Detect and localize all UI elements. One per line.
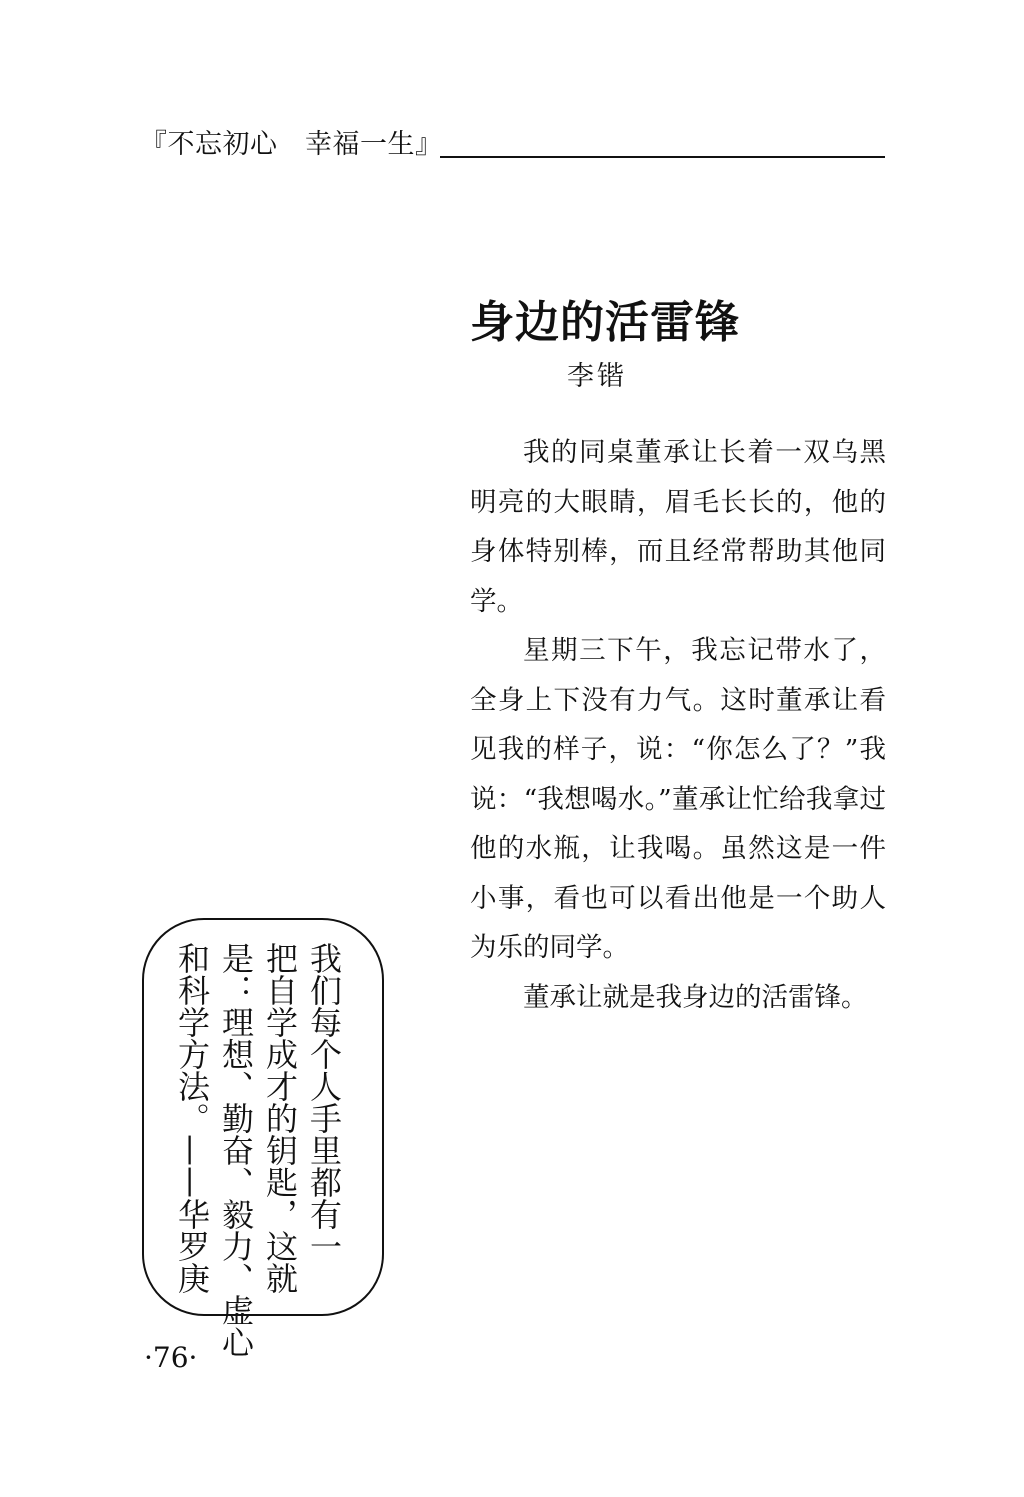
page-number: ·76·: [144, 1341, 198, 1374]
article-body: [470, 428, 886, 1022]
header-rule: [440, 156, 885, 158]
paragraph-3: 董承让就是我身边的活雷锋。: [523, 981, 868, 1013]
quote-text: 我们每个人手里都有一 把自学成才的钥匙，这就 是：理想、勤奋、毅力、虚心 和科学方法。——华罗庚: [173, 942, 343, 1358]
article-title: 身边的活雷锋: [470, 297, 740, 348]
paragraph-1: 我的同桌董承让长着一双乌黑明亮的大眼睛，眉毛长长的，他的身体特别棒，而且经常帮助其他同学。: [470, 437, 886, 617]
running-header: [140, 128, 885, 164]
header-title: 『不忘初心 幸福一生』: [140, 129, 443, 160]
paragraph-2: 星期三下午，我忘记带水了，全身上下没有力气。这时董承让看见我的样子，说：“你怎么了？”我说：“我想喝水。”董承让忙给我拿过他的水瓶，让我喝。虽然这是一件小事，看也可以看出他是一个助人为乐的同学。: [470, 635, 886, 963]
article-author: 李锴: [567, 361, 627, 392]
